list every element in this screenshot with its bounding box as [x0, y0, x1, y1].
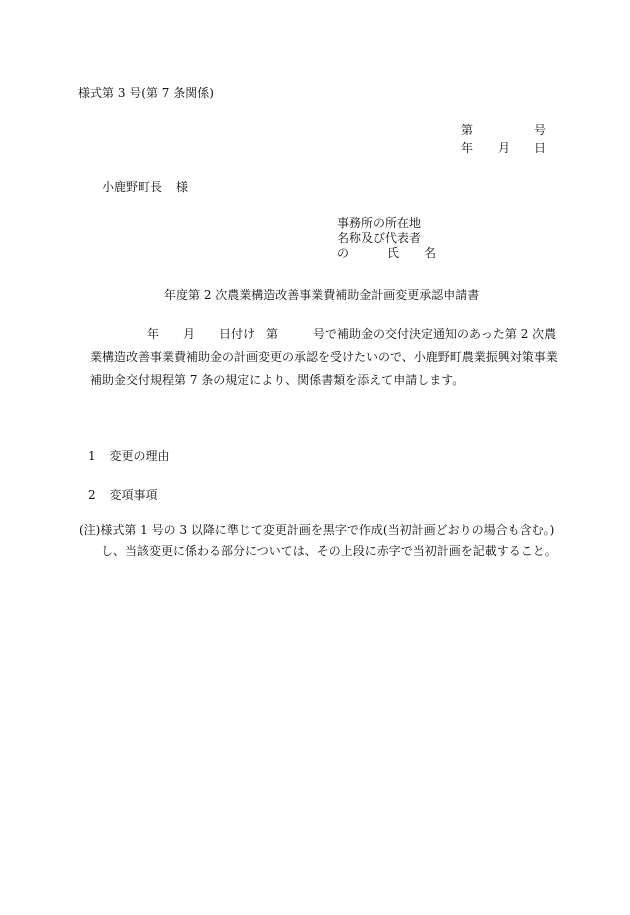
addressee-honorific: 様 [176, 180, 189, 194]
addressee [102, 180, 188, 194]
item-text: 変項事項 [109, 488, 158, 502]
body-line-2: 業構造改善事業費補助金の計画変更の承認を受けたいので、小鹿野町農業振興対策事業 [90, 350, 558, 364]
item-number: 1 [88, 449, 96, 463]
form-label: 様式第 3 号(第 7 条関係) [78, 86, 214, 100]
person-mei: 名 [424, 246, 437, 260]
item-change-matters [88, 488, 157, 502]
document-title: 年度第 2 次農業構造改善事業費補助金計画変更承認申請書 [164, 288, 480, 302]
body-text [90, 327, 560, 396]
number-suffix: 号 [534, 123, 547, 137]
date-month: 月 [498, 141, 511, 155]
person-no: の [337, 246, 350, 260]
number-prefix: 第 [461, 123, 474, 137]
body-day: 日付け [219, 327, 256, 341]
applicant-block [337, 216, 437, 261]
item-number: 2 [88, 488, 96, 502]
body-dai: 第 [266, 327, 279, 341]
item-change-reason [88, 449, 169, 463]
body-line-1-rest: 号で補助金の交付決定通知のあった第 2 次農 [313, 327, 557, 341]
applicant-person-label [337, 246, 437, 261]
date-year: 年 [461, 141, 474, 155]
note-line-2: し、当該変更に係わる部分については、その上段に赤字で当初計画を記載すること。 [101, 544, 557, 558]
body-line-1 [90, 327, 560, 350]
date-day: 日 [534, 141, 547, 155]
item-text: 変更の理由 [109, 449, 170, 463]
body-year: 年 [147, 327, 160, 341]
note-line-1: (注)様式第 1 号の 3 以降に準じて変更計画を黒字で作成(当初計画どおりの場合も含む。) [79, 523, 555, 537]
applicant-name-label: 名称及び代表者 [337, 231, 422, 245]
person-shi: 氏 [387, 246, 400, 260]
body-line-3: 補助金交付規程第 7 条の規定により、関係書類を添えて申請します。 [90, 373, 465, 387]
body-month: 月 [183, 327, 196, 341]
addressee-name: 小鹿野町長 [102, 180, 163, 194]
applicant-address-label: 事務所の所在地 [337, 216, 422, 230]
